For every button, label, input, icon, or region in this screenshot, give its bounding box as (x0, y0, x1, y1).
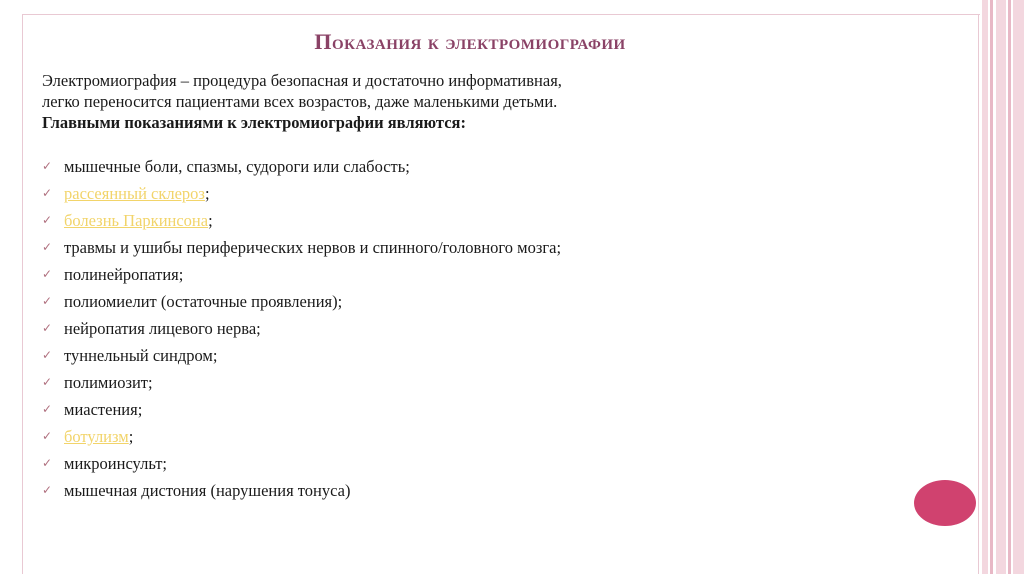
stripe (982, 0, 988, 574)
checkmark-icon: ✓ (42, 159, 53, 173)
item-text: микроинсульт; (64, 454, 168, 473)
item-text: полиомиелит (остаточные проявления); (64, 292, 343, 311)
item-text: мышечные боли, спазмы, судороги или слабость; (64, 157, 410, 176)
indications-list (42, 156, 682, 507)
checkmark-icon: ✓ (42, 321, 53, 335)
checkmark-icon: ✓ (42, 213, 53, 227)
item-suffix: ; (204, 184, 210, 203)
item-suffix: ; (128, 427, 134, 446)
checkmark-icon: ✓ (42, 429, 53, 443)
slide-title: Показания к электромиографии (314, 29, 626, 54)
checkmark-icon: ✓ (42, 186, 53, 200)
list-item (42, 480, 682, 501)
checkmark-icon: ✓ (42, 456, 53, 470)
list-item (42, 183, 682, 204)
list-item (42, 291, 682, 312)
stripe (1013, 0, 1024, 574)
list-item (42, 264, 682, 285)
frame-top-line (22, 14, 980, 15)
item-text: нейропатия лицевого нерва; (64, 319, 261, 338)
list-item (42, 426, 682, 447)
list-item (42, 345, 682, 366)
checkmark-icon: ✓ (42, 375, 53, 389)
checkmark-icon: ✓ (42, 240, 53, 254)
stripe (990, 0, 993, 574)
list-item (42, 399, 682, 420)
accent-circle (914, 480, 976, 526)
checkmark-icon: ✓ (42, 348, 53, 362)
list-item (42, 318, 682, 339)
intro-text: Электромиография – процедура безопасная и достаточно информативная, легко переносится пациентами всех возрастов, даже маленькими детьми. (42, 71, 562, 111)
frame-left-line (22, 14, 23, 574)
checkmark-icon: ✓ (42, 483, 53, 497)
item-text: миастения; (64, 400, 143, 419)
list-item (42, 210, 682, 231)
decorative-stripes (982, 0, 1024, 574)
checkmark-icon: ✓ (42, 294, 53, 308)
intro-paragraph (42, 70, 602, 133)
item-text: травмы и ушибы периферических нервов и спинного/головного мозга; (64, 238, 562, 257)
checkmark-icon: ✓ (42, 267, 53, 281)
intro-bold-text: Главными показаниями к электромиографии являются: (42, 113, 466, 132)
item-text: полинейропатия; (64, 265, 184, 284)
item-link[interactable]: рассеянный склероз (64, 184, 205, 203)
item-link[interactable]: болезнь Паркинсона (64, 211, 209, 230)
checkmark-icon: ✓ (42, 402, 53, 416)
item-text: полимиозит; (64, 373, 153, 392)
list-item (42, 453, 682, 474)
item-text: мышечная дистония (нарушения тонуса) (64, 481, 351, 500)
list-item (42, 156, 682, 177)
stripe (996, 0, 1006, 574)
list-item (42, 372, 682, 393)
item-suffix: ; (208, 211, 213, 230)
stripe (1008, 0, 1011, 574)
frame-right-line (978, 14, 979, 574)
item-text: туннельный синдром; (64, 346, 218, 365)
item-link[interactable]: ботулизм (64, 427, 129, 446)
list-item (42, 237, 682, 258)
